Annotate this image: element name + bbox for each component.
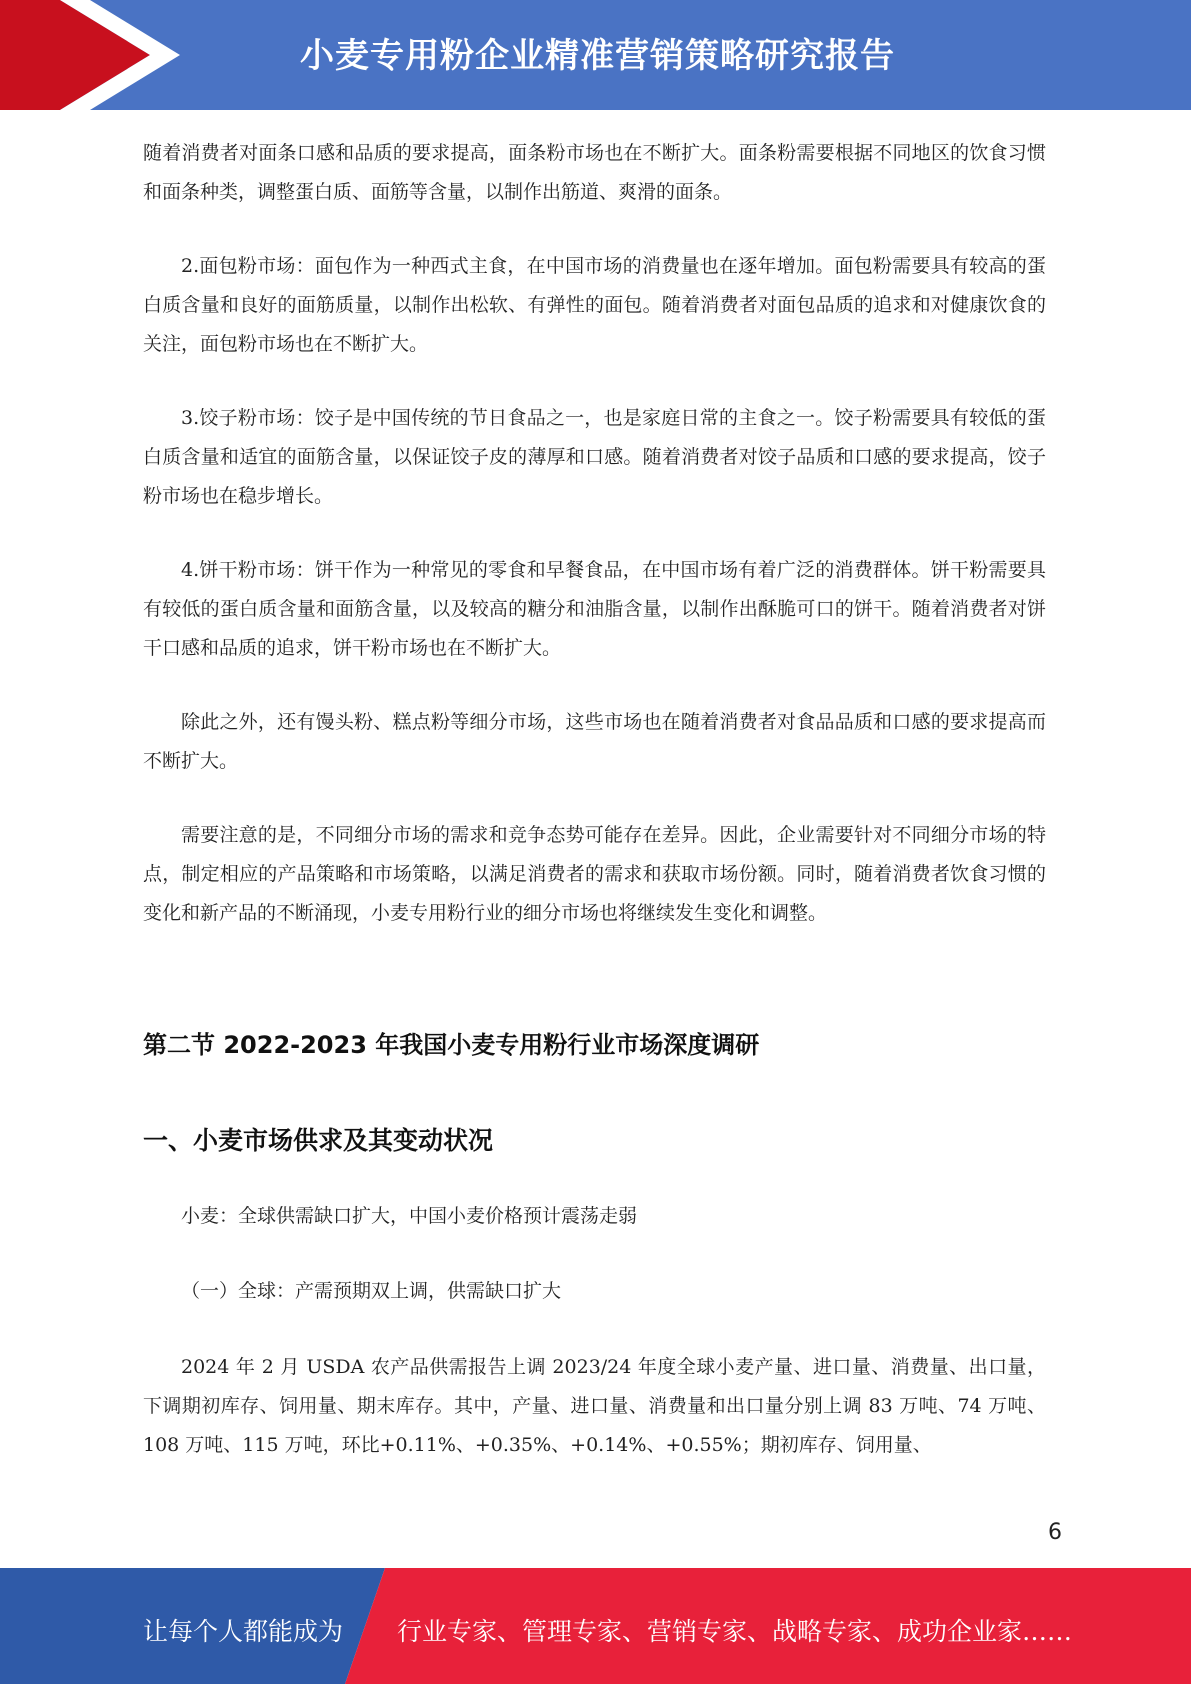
paragraph-other-markets: 除此之外，还有馒头粉、糕点粉等细分市场，这些市场也在随着消费者对食品品质和口感的要求提高而不断扩大。 xyxy=(143,711,1046,772)
report-title: 小麦专用粉企业精准营销策略研究报告 xyxy=(300,36,895,76)
section-heading: 第二节 2022-2023 年我国小麦专用粉行业市场深度调研 xyxy=(143,1031,760,1059)
paragraph-global-heading: （一）全球：产需预期双上调，供需缺口扩大 xyxy=(181,1280,562,1302)
paragraph-noodle-flour: 随着消费者对面条口感和品质的要求提高，面条粉市场也在不断扩大。面条粉需要根据不同地区的饮食习惯和面条种类，调整蛋白质、面筋等含量，以制作出筋道、爽滑的面条。 xyxy=(143,142,1046,203)
document-body xyxy=(143,134,1046,1465)
paragraph-bread-flour: 2.面包粉市场：面包作为一种西式主食，在中国市场的消费量也在逐年增加。面包粉需要具有较高的蛋白质含量和良好的面筋质量，以制作出松软、有弹性的面包。随着消费者对面包品质的追求和对健康饮食的关注，面包粉市场也在不断扩大。 xyxy=(143,255,1046,355)
paragraph-usda-report: 2024 年 2 月 USDA 农产品供需报告上调 2023/24 年度全球小麦产量、进口量、消费量、出口量，下调期初库存、饲用量、期末库存。其中，产量、进口量、消费量和出口量分别上调 83 万吨、74 万吨、108 万吨、115 万吨，环比+0.11%、+0.35%、+0.14%、+0.55%；期初库存、饲用量、 xyxy=(143,1356,1046,1456)
page-number: 6 xyxy=(1048,1520,1062,1545)
paragraph-wheat-summary: 小麦：全球供需缺口扩大，中国小麦价格预计震荡走弱 xyxy=(181,1205,638,1227)
page-header-banner xyxy=(0,0,1191,110)
paragraph-note: 需要注意的是，不同细分市场的需求和竞争态势可能存在差异。因此，企业需要针对不同细分市场的特点，制定相应的产品策略和市场策略，以满足消费者的需求和获取市场份额。同时，随着消费者饮食习惯的变化和新产品的不断涌现，小麦专用粉行业的细分市场也将继续发生变化和调整。 xyxy=(143,824,1046,924)
page-footer-banner xyxy=(0,1568,1191,1684)
footer-slogan-left: 让每个人都能成为 xyxy=(143,1617,344,1646)
subsection-heading: 一、小麦市场供求及其变动状况 xyxy=(143,1126,494,1155)
paragraph-dumpling-flour: 3.饺子粉市场：饺子是中国传统的节日食品之一，也是家庭日常的主食之一。饺子粉需要具有较低的蛋白质含量和适宜的面筋含量，以保证饺子皮的薄厚和口感。随着消费者对饺子品质和口感的要求提高，饺子粉市场也在稳步增长。 xyxy=(143,407,1046,507)
footer-slogan-right: 行业专家、管理专家、营销专家、战略专家、成功企业家…… xyxy=(397,1617,1073,1646)
paragraph-biscuit-flour: 4.饼干粉市场：饼干作为一种常见的零食和早餐食品，在中国市场有着广泛的消费群体。饼干粉需要具有较低的蛋白质含量和面筋含量，以及较高的糖分和油脂含量，以制作出酥脆可口的饼干。随着消费者对饼干口感和品质的追求，饼干粉市场也在不断扩大。 xyxy=(143,559,1046,659)
